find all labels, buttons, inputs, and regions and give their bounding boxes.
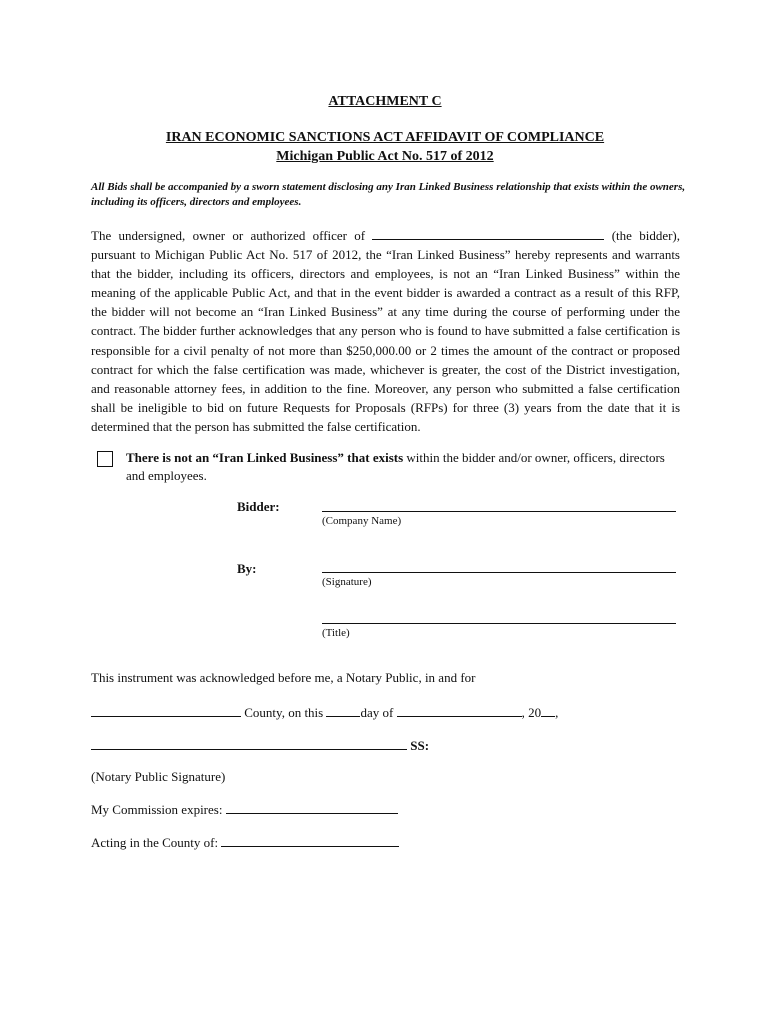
acting-county-label: Acting in the County of: (91, 835, 219, 850)
day-blank[interactable] (326, 704, 360, 717)
attachment-heading: ATTACHMENT C (328, 94, 442, 109)
signature-line[interactable] (322, 572, 676, 573)
county-text: County, on this (244, 705, 324, 720)
certification-bold-text: There is not an “Iran Linked Business” that exists (126, 450, 404, 465)
commission-label: My Commission expires: (91, 802, 223, 817)
ss-blank[interactable] (91, 737, 407, 750)
ss-row (91, 737, 429, 754)
by-label: By: (237, 561, 257, 576)
notary-signature-label: (Notary Public Signature) (91, 769, 226, 784)
month-blank[interactable] (397, 704, 522, 717)
ss-label: SS: (410, 738, 430, 753)
affidavit-paragraph (91, 226, 680, 436)
acting-county-blank[interactable] (221, 834, 399, 847)
certification-rest-text: within the bidder and/or owner, officers, directors and employees. (126, 450, 665, 483)
title-caption: (Title) (322, 627, 350, 639)
signature-caption: (Signature) (322, 576, 372, 588)
paragraph-lead: The undersigned, owner or authorized officer of (91, 228, 366, 243)
document-title: IRAN ECONOMIC SANCTIONS ACT AFFIDAVIT OF COMPLIANCE (165, 130, 605, 145)
county-blank[interactable] (91, 704, 241, 717)
commission-row (91, 801, 398, 818)
title-line[interactable] (322, 623, 676, 624)
acting-county-row (91, 834, 399, 851)
document-subtitle: Michigan Public Act No. 517 of 2012 (276, 149, 494, 164)
year-suffix: , (555, 705, 559, 720)
bidder-label: Bidder: (237, 499, 280, 514)
company-name-line[interactable] (322, 511, 676, 512)
year-blank[interactable] (541, 704, 555, 717)
notary-county-date-row (91, 704, 558, 721)
intro-statement: All Bids shall be accompanied by a sworn statement disclosing any Iran Linked Business relationship that exists within the owners, including its officers, directors and employees. (91, 181, 686, 208)
notary-ack-text: This instrument was acknowledged before me, a Notary Public, in and for (91, 670, 476, 685)
no-iran-business-checkbox[interactable] (97, 451, 113, 467)
certification-statement (126, 449, 686, 485)
bidder-name-blank[interactable] (372, 227, 604, 240)
year-prefix: , 20 (521, 705, 542, 720)
company-name-caption: (Company Name) (322, 515, 402, 527)
day-text: day of (360, 705, 394, 720)
paragraph-rest: (the bidder), pursuant to Michigan Public Act No. 517 of 2012, the “Iran Linked Business” hereby represents and warrants that the bidder, including its officers, directors and employees, is not an “Iran Linked Business” within the meaning of the applicable Public Act, and that in the event bidder is awarded a contract as a result of this RFP, the bidder will not become an “Iran Linked Business” at any time during the course of performing under the contract. The bidder further acknowledges that any person who is found to have submitted a false certification is responsible for a civil penalty of not more than $250,000.00 or 2 times the amount of the contract or proposed contract for which the false certification was made, whichever is greater, the cost of the District investigation, and reasonable attorney fees, in addition to the fine. Moreover, any person who submitted a false certification shall be ineligible to bid on future Requests for Proposals (RFPs) for three (3) years from the date that it is determined that the person has submitted the false certification. (91, 228, 681, 434)
commission-blank[interactable] (226, 801, 398, 814)
